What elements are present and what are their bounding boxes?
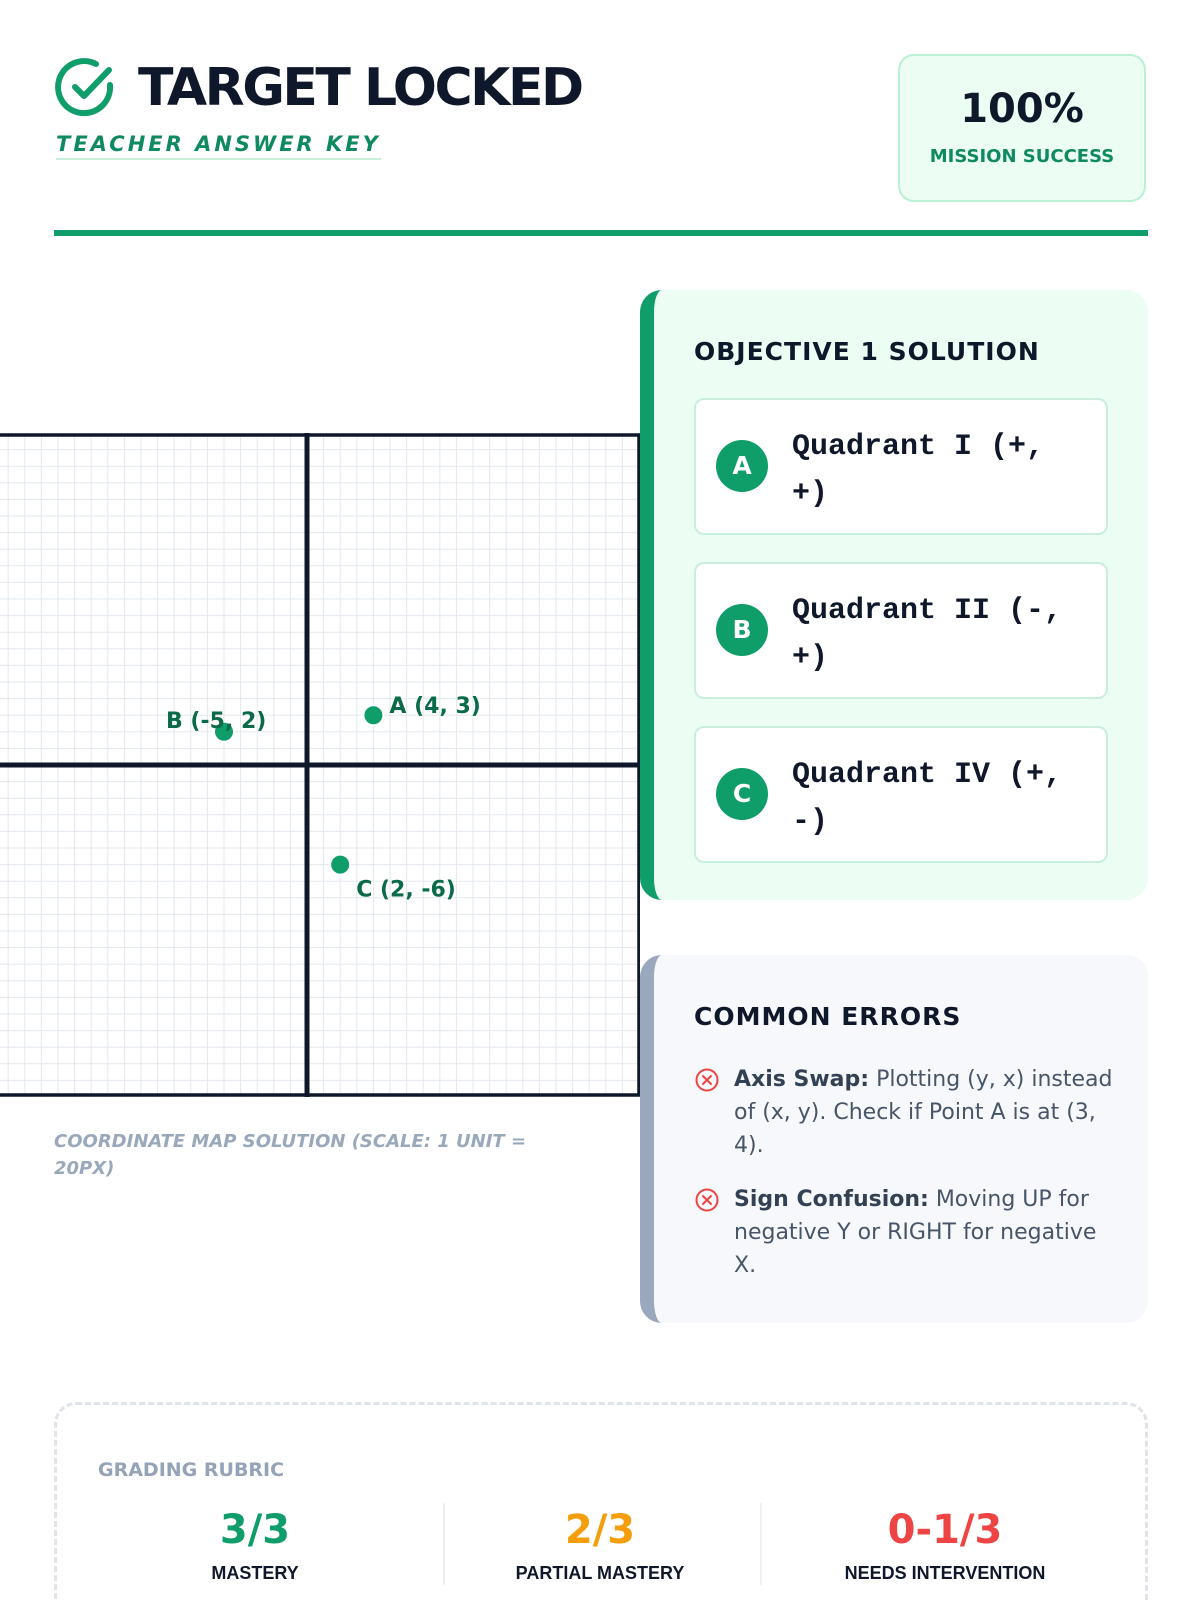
- common-errors-panel: [640, 955, 1148, 1323]
- rubric-title: GRADING RUBRIC: [98, 1459, 285, 1481]
- point-label: C (2, -6): [356, 877, 456, 903]
- error-term: Axis Swap:: [734, 1067, 870, 1092]
- map-caption: COORDINATE MAP SOLUTION (SCALE: 1 UNIT = 20PX): [54, 1131, 527, 1179]
- title-row: [54, 56, 582, 120]
- objective-heading: OBJECTIVE 1 SOLUTION: [694, 337, 1040, 366]
- header-divider: [54, 230, 1148, 236]
- error-description: Moving UP for negative Y or RIGHT for negative X.: [734, 1187, 1097, 1278]
- point-marker: [363, 705, 383, 725]
- answer-card-b: [694, 562, 1108, 699]
- answer-badge: B: [716, 604, 768, 656]
- point-marker: [330, 855, 350, 875]
- error-term: Sign Confusion:: [734, 1187, 929, 1212]
- coordinate-map: [0, 433, 640, 1097]
- rubric-divider: [760, 1503, 762, 1585]
- answer-card-c: [694, 726, 1108, 863]
- error-text: [734, 1063, 1114, 1162]
- answer-text: Quadrant IV (+, -): [792, 758, 1063, 839]
- x-circle-icon: [694, 1187, 720, 1213]
- point-label: A (4, 3): [389, 694, 481, 720]
- rubric-score: 0-1/3: [887, 1507, 1003, 1553]
- page-header: [54, 54, 1146, 204]
- coordinate-grid: [0, 433, 640, 1097]
- page-subtitle: TEACHER ANSWER KEY: [56, 132, 381, 160]
- rubric-score: 2/3: [564, 1507, 636, 1553]
- score-label: MISSION SUCCESS: [929, 146, 1115, 167]
- grading-rubric: [54, 1402, 1148, 1600]
- rubric-label: MASTERY: [211, 1563, 299, 1583]
- point-label: B (-5, 2): [166, 708, 267, 734]
- answer-text: Quadrant I (+, +): [792, 430, 1045, 511]
- answer-badge: A: [716, 440, 768, 492]
- rubric-label: NEEDS INTERVENTION: [844, 1563, 1046, 1583]
- page-title: TARGET LOCKED: [138, 58, 582, 118]
- x-circle-icon: [694, 1067, 720, 1093]
- answer-card-a: [694, 398, 1108, 535]
- objective-panel: [640, 290, 1148, 900]
- answer-text: Quadrant II (-, +): [792, 594, 1063, 675]
- rubric-score: 3/3: [219, 1507, 291, 1553]
- check-circle-icon: [54, 56, 118, 120]
- rubric-level-intervention: [790, 1507, 1100, 1584]
- rubric-label: PARTIAL MASTERY: [515, 1563, 685, 1583]
- rubric-level-partial: [445, 1507, 755, 1584]
- rubric-level-mastery: [100, 1507, 410, 1584]
- error-description: Plotting (y, x) instead of (x, y). Check if Point A is at (3, 4).: [734, 1067, 1113, 1158]
- errors-heading: COMMON ERRORS: [694, 1002, 962, 1031]
- error-text: [734, 1183, 1114, 1282]
- score-card: [898, 54, 1146, 202]
- answer-badge: C: [716, 768, 768, 820]
- score-value: 100%: [960, 86, 1084, 132]
